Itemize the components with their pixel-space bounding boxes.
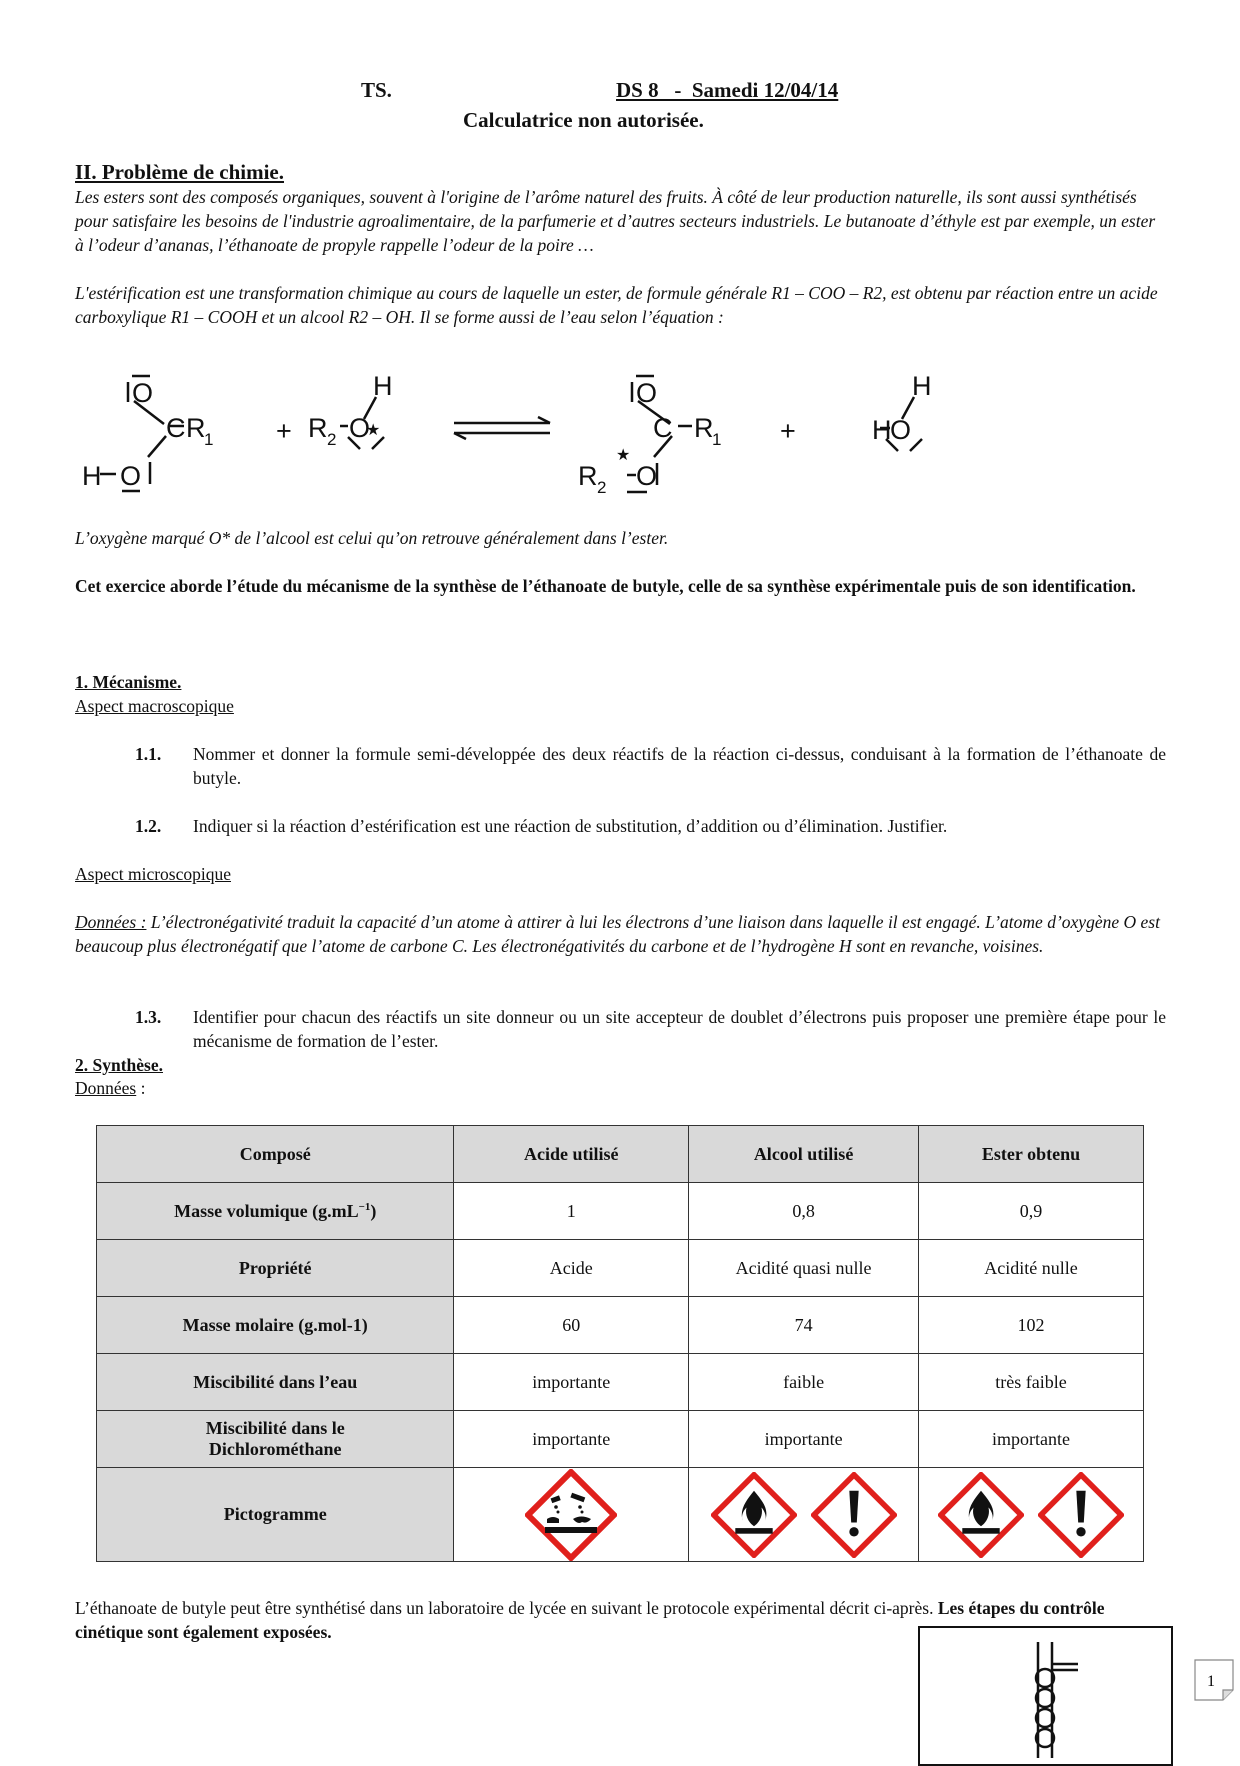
apparatus-figure <box>918 1626 1173 1766</box>
donnees-colon: : <box>136 1078 146 1098</box>
atom-label: O <box>890 415 912 445</box>
reflux-condenser-drawing <box>920 1628 1175 1758</box>
marked-oxygen-star: ★ <box>616 447 631 464</box>
corrosive-icon <box>525 1469 617 1561</box>
oxygen-note: L’oxygène marqué O* de l’alcool est celui qu’on retrouve généralement dans l’ester. <box>75 528 669 548</box>
esterification-equation <box>80 365 1000 500</box>
question-number: 1.1. <box>135 744 162 764</box>
plus-sign: + <box>780 416 796 446</box>
donnees-text: L’électronégativité traduit la capacité d’un atome à attirer à lui les électrons d’une liaison dans laquelle il est engagé. L’atome d’oxygène O est beaucoup plus électronégatif que l’atome de carbone C. Les électronégativités du carbone et de l’hydrogène H sont en revanche, voisines. <box>75 912 1160 956</box>
table-cell: 1 <box>454 1183 689 1240</box>
row-label: Masse molaire (g.mol-1) <box>97 1297 454 1354</box>
bond-line <box>148 436 166 457</box>
row-label: Pictogramme <box>97 1468 454 1562</box>
table-cell: importante <box>454 1354 689 1411</box>
synthesis-text: L’éthanoate de butyle peut être synthétisé dans un laboratoire de lycée en suivant le protocole expérimental décrit ci-après. <box>75 1598 938 1618</box>
pictogram-cell <box>919 1468 1144 1562</box>
class-label: TS. <box>361 78 392 102</box>
page-number: 1 <box>1207 1673 1215 1690</box>
donnees-label: Données <box>75 1078 137 1098</box>
table-cell: très faible <box>919 1354 1144 1411</box>
table-cell: Acidité quasi nulle <box>689 1240 919 1297</box>
row-label-masse-volumique <box>97 1183 454 1240</box>
table-cell: 60 <box>454 1297 689 1354</box>
exam-title: DS 8 - Samedi 12/04/14 <box>616 78 839 102</box>
plus-sign: + <box>276 416 292 446</box>
table-row <box>97 1183 1144 1240</box>
part2-title: 2. Synthèse. <box>75 1055 163 1075</box>
table-cell: importante <box>689 1411 919 1468</box>
table-cell: importante <box>919 1411 1144 1468</box>
atom-label: H <box>872 415 892 445</box>
flammable-icon <box>938 1472 1024 1558</box>
atom-label: H <box>82 461 102 491</box>
atom-label: C <box>166 413 186 443</box>
atom-label: R <box>308 413 328 443</box>
atom-label: O <box>636 378 658 408</box>
atom-label: O <box>349 413 371 443</box>
lone-pair-bar <box>910 439 922 451</box>
table-cell: 102 <box>919 1297 1144 1354</box>
question-number: 1.2. <box>135 816 162 836</box>
intro-paragraph-1: Les esters sont des composés organiques, souvent à l'origine de l’arôme naturel des fruits. À côté de leur production naturelle, ils sont aussi synthétisés pour satisfaire les besoins de l'industrie agroalimentaire, de la parfumerie et d’autres secteurs industriels. Le butanoate d’éthyle est par exemple, un ester à l’odeur d’ananas, l’éthanoate de propyle rappelle l’odeur de la poire … <box>75 187 1156 255</box>
donnees-electronegativity <box>75 910 1165 958</box>
atom-subscript: 2 <box>327 430 337 449</box>
row-label-dichloromethane <box>97 1411 454 1468</box>
table-header-cell: Ester obtenu <box>919 1126 1144 1183</box>
atom-label: R <box>694 413 714 443</box>
atom-label: R <box>578 461 598 491</box>
row-label-line: Dichlorométhane <box>208 1439 342 1459</box>
row-label-close: ) <box>370 1200 377 1221</box>
aspect-microscopic-heading: Aspect microscopique <box>75 864 231 884</box>
table-header-row <box>97 1126 1144 1183</box>
table-cell: Acidité nulle <box>919 1240 1144 1297</box>
atom-subscript: 1 <box>204 430 214 449</box>
table-header-cell: Alcool utilisé <box>689 1126 919 1183</box>
pictogram-cell <box>454 1468 689 1562</box>
pictogram-cell <box>689 1468 919 1562</box>
donnees-label: Données : <box>75 912 147 932</box>
table-row <box>97 1411 1144 1468</box>
row-label-text: Masse volumique (g.mL <box>174 1200 359 1221</box>
synthesis-bold-text: Les étapes du contrôle cinétique sont également exposées. <box>75 1598 1105 1642</box>
exclamation-icon <box>1038 1472 1124 1558</box>
table-cell: 0,9 <box>919 1183 1144 1240</box>
question-number: 1.3. <box>135 1007 162 1027</box>
table-cell: Acide <box>454 1240 689 1297</box>
exercise-aim: Cet exercice aborde l’étude du mécanisme de la synthèse de l’éthanoate de butyle, celle de sa synthèse expérimentale puis de son identification. <box>75 576 1136 596</box>
compound-data-table <box>96 1125 1144 1562</box>
atom-label: H <box>912 371 932 401</box>
table-cell: 74 <box>689 1297 919 1354</box>
question-1-1: Nommer et donner la formule semi-développée des deux réactifs de la réaction ci-dessus, conduisant à la formation de l’éthanoate de butyle. <box>193 744 1166 788</box>
atom-label: H <box>373 371 393 401</box>
atom-label: O <box>120 461 142 491</box>
part1-title: 1. Mécanisme. <box>75 672 182 692</box>
page-number-box <box>1193 1658 1235 1702</box>
row-label-exponent: −1 <box>358 1200 371 1213</box>
table-row-pictograms <box>97 1468 1144 1562</box>
row-label-line: Miscibilité dans le <box>205 1418 345 1438</box>
atom-label: C <box>653 413 673 443</box>
table-row <box>97 1297 1144 1354</box>
table-header-cell: Acide utilisé <box>454 1126 689 1183</box>
atom-subscript: 2 <box>597 478 607 497</box>
row-label: Propriété <box>97 1240 454 1297</box>
table-row <box>97 1354 1144 1411</box>
table-row <box>97 1240 1144 1297</box>
calculator-notice: Calculatrice non autorisée. <box>463 108 704 132</box>
table-header-cell: Composé <box>97 1126 454 1183</box>
question-1-3: Identifier pour chacun des réactifs un site donneur ou un site accepteur de doublet d’électrons puis proposer une première étape pour le mécanisme de formation de l’ester. <box>193 1007 1166 1051</box>
atom-label: R <box>186 413 206 443</box>
atom-label: O <box>636 461 658 491</box>
table-cell: 0,8 <box>689 1183 919 1240</box>
atom-subscript: 1 <box>712 430 722 449</box>
row-label: Miscibilité dans l’eau <box>97 1354 454 1411</box>
question-1-2: Indiquer si la réaction d’estérification est une réaction de substitution, d’addition ou d’élimination. Justifier. <box>193 816 948 836</box>
aspect-macroscopic-heading: Aspect macroscopique <box>75 696 234 716</box>
intro-paragraph-2: L'estérification est une transformation chimique au cours de laquelle un ester, de formule générale R1 – COO – R2, est obtenu par réaction entre un acide carboxylique R1 – COOH et un alcool R2 – OH. Il se forme aussi de l’eau selon l’équation : <box>75 283 1158 327</box>
marked-oxygen-star: ★ <box>366 422 381 439</box>
section-title: II. Problème de chimie. <box>75 160 284 184</box>
atom-label: O <box>132 378 154 408</box>
part2-donnees <box>75 1076 145 1100</box>
table-cell: faible <box>689 1354 919 1411</box>
table-cell: importante <box>454 1411 689 1468</box>
exclamation-icon <box>811 1472 897 1558</box>
flammable-icon <box>711 1472 797 1558</box>
